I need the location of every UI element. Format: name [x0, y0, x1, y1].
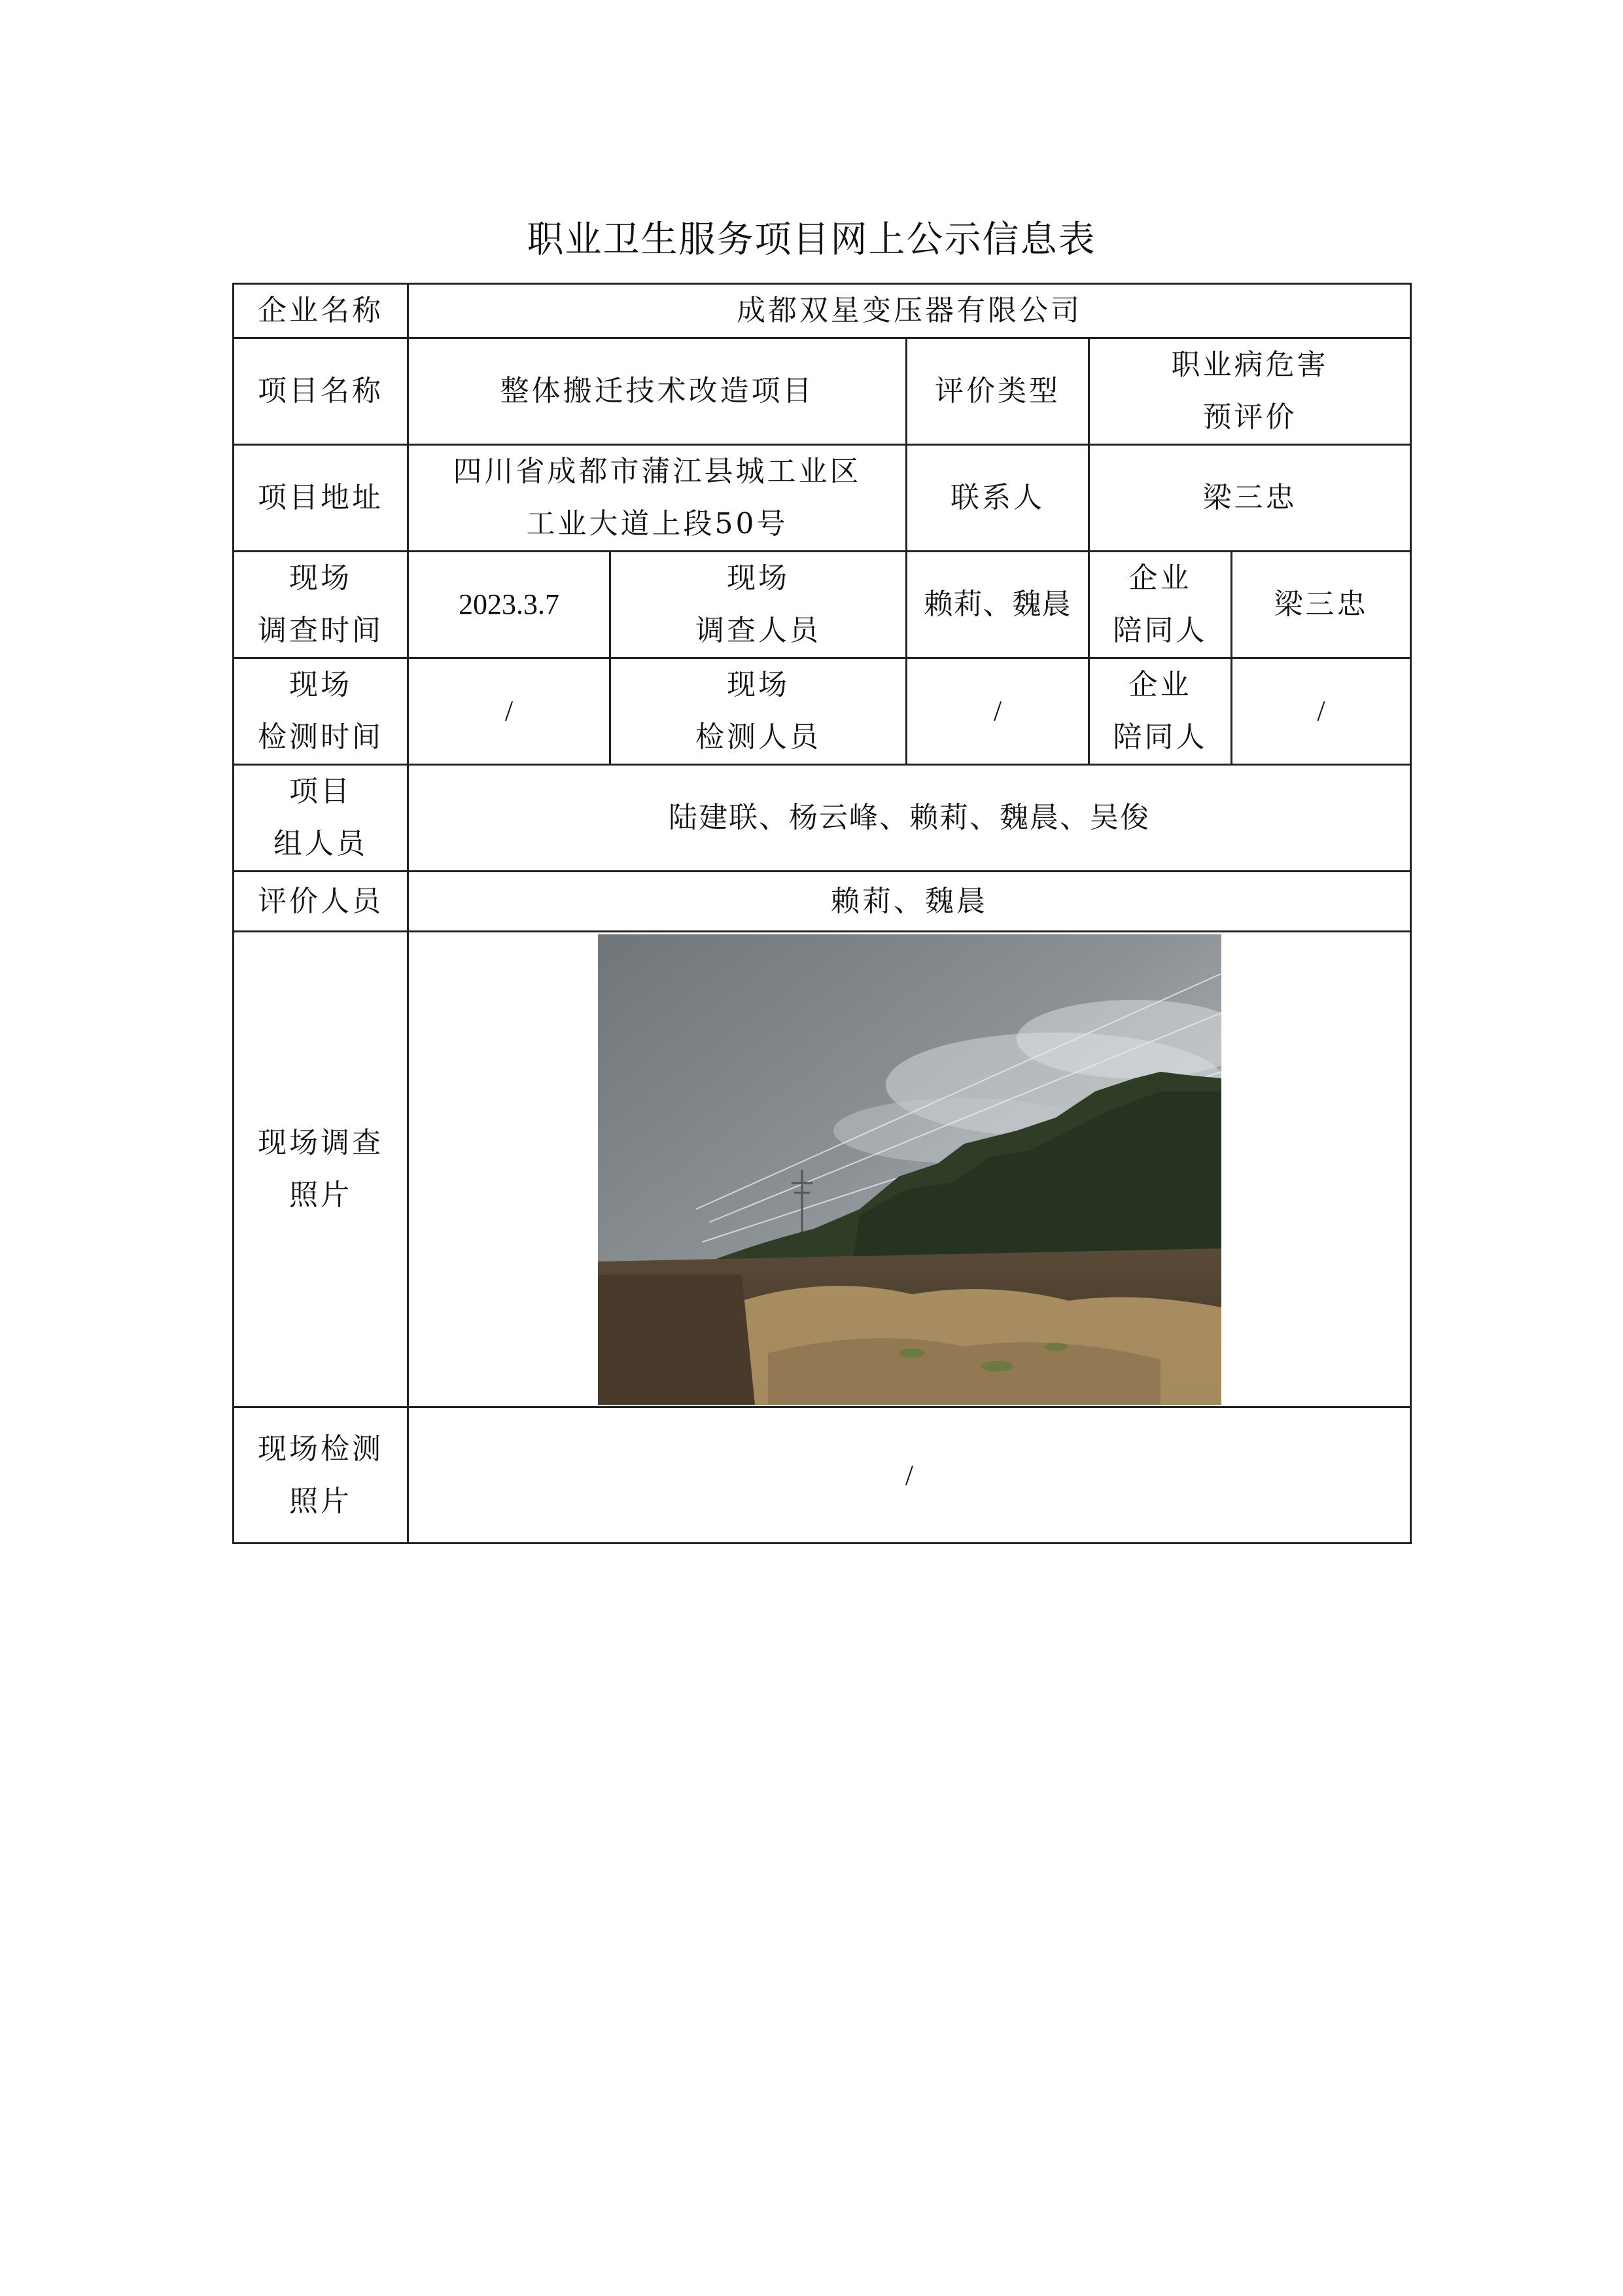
survey-time-value: 2023.3.7: [408, 552, 610, 658]
detection-escort-value: /: [1232, 658, 1411, 765]
contact-label: 联系人: [907, 445, 1089, 552]
team-value: 陆建联、杨云峰、赖莉、魏晨、吴俊: [408, 765, 1411, 872]
company-label: 企业名称: [234, 284, 408, 338]
detection-escort-label-2: 陪同人: [1113, 720, 1208, 754]
detection-escort-label: [1089, 658, 1232, 765]
row-address: [234, 445, 1411, 552]
detection-photo-label: [234, 1407, 408, 1544]
detection-staff-value: /: [907, 658, 1089, 765]
document-title: 职业卫生服务项目网上公示信息表: [527, 219, 1096, 261]
survey-photo-cell: [408, 932, 1411, 1407]
project-value: 整体搬迁技术改造项目: [408, 338, 907, 445]
evaluators-value: 赖莉、魏晨: [408, 872, 1411, 932]
eval-type-line2: 预评价: [1202, 400, 1297, 434]
row-survey-photo: [234, 932, 1411, 1407]
survey-escort-label: [1089, 552, 1232, 658]
address-line2: 工业大道上段50号: [526, 507, 788, 540]
survey-staff-value: 赖莉、魏晨: [907, 552, 1089, 658]
survey-staff-label: [610, 552, 907, 658]
survey-escort-value: 梁三忠: [1232, 552, 1411, 658]
contact-value: 梁三忠: [1089, 445, 1411, 552]
address-label: 项目地址: [234, 445, 408, 552]
site-survey-photo: [598, 934, 1221, 1405]
project-label: 项目名称: [234, 338, 408, 445]
address-value: [408, 445, 907, 552]
detection-escort-label-1: 企业: [1128, 668, 1192, 701]
eval-type-line1: 职业病危害: [1171, 348, 1329, 381]
survey-staff-label-2: 调查人员: [695, 614, 821, 647]
eval-type-value: [1089, 338, 1411, 445]
eval-type-label: 评价类型: [907, 338, 1089, 445]
evaluators-label: 评价人员: [234, 872, 408, 932]
detection-staff-label-1: 现场: [727, 668, 790, 701]
detection-photo-label-2: 照片: [289, 1484, 352, 1518]
survey-staff-label-1: 现场: [727, 561, 790, 595]
detection-time-label-1: 现场: [289, 668, 352, 701]
row-survey: [234, 552, 1411, 658]
row-project: [234, 338, 1411, 445]
info-table: [232, 283, 1412, 1544]
survey-escort-label-2: 陪同人: [1113, 614, 1208, 647]
survey-time-label-1: 现场: [289, 561, 352, 595]
survey-photo-label-2: 照片: [289, 1178, 352, 1212]
survey-time-label: [234, 552, 408, 658]
row-evaluators: [234, 872, 1411, 932]
detection-staff-label-2: 检测人员: [695, 720, 821, 754]
company-value: 成都双星变压器有限公司: [408, 284, 1411, 338]
detection-time-label-2: 检测时间: [258, 720, 383, 754]
detection-time-value: /: [408, 658, 610, 765]
row-company: [234, 284, 1411, 338]
team-label: [234, 765, 408, 872]
detection-staff-label: [610, 658, 907, 765]
detection-photo-label-1: 现场检测: [258, 1432, 383, 1466]
detection-photo-value: /: [408, 1407, 1411, 1544]
row-team: [234, 765, 1411, 872]
survey-escort-label-1: 企业: [1128, 561, 1192, 595]
survey-photo-label: [234, 932, 408, 1407]
survey-photo-label-1: 现场调查: [258, 1126, 383, 1159]
row-detection-photo: [234, 1407, 1411, 1544]
survey-time-label-2: 调查时间: [258, 614, 383, 647]
detection-time-label: [234, 658, 408, 765]
team-label-1: 项目: [289, 775, 352, 808]
address-line1: 四川省成都市蒲江县城工业区: [453, 455, 862, 488]
row-detection: [234, 658, 1411, 765]
team-label-2: 组人员: [273, 827, 368, 860]
